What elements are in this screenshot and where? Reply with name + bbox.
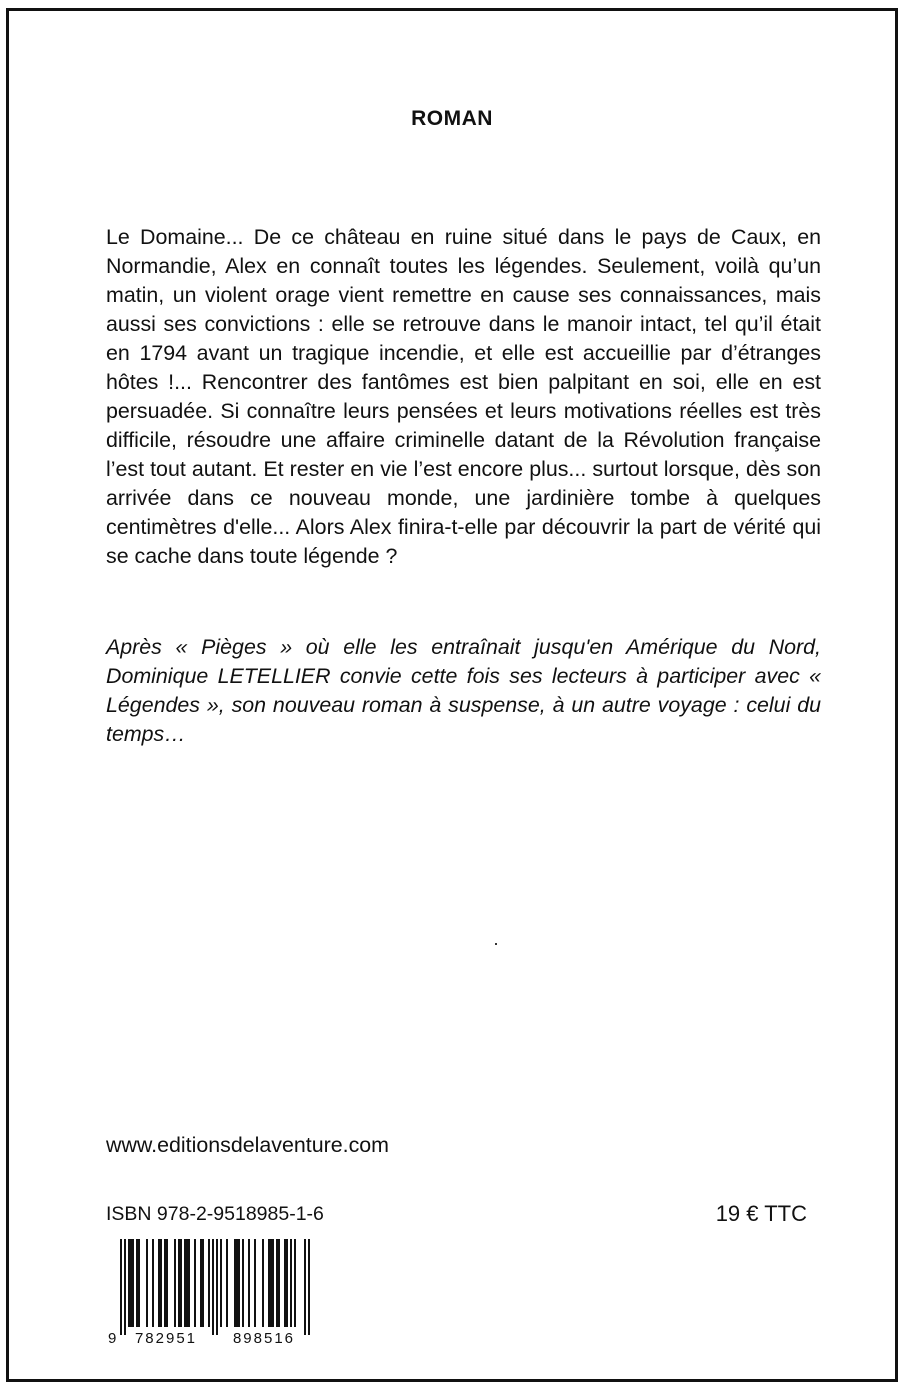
barcode-bar — [262, 1239, 264, 1327]
publisher-website: www.editionsdelaventure.com — [106, 1133, 389, 1157]
barcode-bar — [212, 1239, 214, 1335]
barcode-bar — [194, 1239, 196, 1327]
barcode-bar — [254, 1239, 256, 1327]
barcode-bar — [290, 1239, 292, 1327]
barcode-bar — [120, 1239, 122, 1335]
barcode-bar — [286, 1239, 288, 1327]
barcode-bar — [130, 1239, 132, 1327]
barcode-bar — [188, 1239, 190, 1327]
barcode-bar — [184, 1239, 186, 1327]
barcode-bar — [166, 1239, 168, 1327]
barcode-bar — [136, 1239, 138, 1327]
barcode-bar — [132, 1239, 134, 1327]
barcode-bar — [236, 1239, 238, 1327]
barcode-bar — [124, 1239, 126, 1335]
barcode-bar — [284, 1239, 286, 1327]
barcode-bar — [200, 1239, 202, 1327]
barcode-bar — [278, 1239, 280, 1327]
barcode-bar — [248, 1239, 250, 1327]
price-label: 19 € TTC — [715, 1201, 807, 1226]
barcode-lead-digit: 9 — [108, 1330, 117, 1347]
barcode-bar — [146, 1239, 148, 1327]
barcode-bar — [272, 1239, 274, 1327]
barcode-left-digits: 782951 — [134, 1330, 198, 1347]
barcode-bar — [268, 1239, 270, 1327]
barcode-bar — [160, 1239, 162, 1327]
barcode-bar — [128, 1239, 130, 1327]
barcode-bar — [152, 1239, 154, 1327]
barcode-bar — [158, 1239, 160, 1327]
barcode-bar — [164, 1239, 166, 1327]
barcode-bar — [216, 1239, 218, 1335]
barcode-bar — [180, 1239, 182, 1327]
barcode-bar — [234, 1239, 236, 1327]
isbn-number: ISBN 978-2-9518985-1-6 — [106, 1203, 324, 1225]
barcode-bar — [178, 1239, 180, 1327]
book-back-cover — [6, 8, 898, 1382]
barcode-right-digits: 898516 — [232, 1330, 296, 1347]
barcode-bar — [226, 1239, 228, 1327]
barcode-bar — [208, 1239, 210, 1327]
barcode-bar — [276, 1239, 278, 1327]
synopsis-paragraph: Le Domaine... De ce château en ruine situé dans le pays de Caux, en Normandie, Alex en connaît toutes les légendes. Seulement, voilà qu’un matin, un violent orage vient remettre en cause ses connaissances, mais aussi ses convictions : elle se retrouve dans le manoir intact, tel qu’il était en 1794 avant un tragique incendie, et elle est accueillie par d’étranges hôtes !... Rencontrer des fantômes est bien palpitant en soi, elle en est persuadée. Si connaître leurs pensées et leurs motivations réelles est très difficile, résoudre une affaire criminelle datant de la Révolution française l’est tout autant. Et rester en vie l’est encore plus... surtout lorsque, dès son arrivée dans ce nouveau monde, une jardinière tombe à quelques centimètres d'elle... Alors Alex finira-t-elle par découvrir la part de vérité qui se cache dans toute légende ? — [106, 225, 821, 568]
barcode-bar — [138, 1239, 140, 1327]
barcode-graphic — [106, 1237, 321, 1349]
barcode-bar — [270, 1239, 272, 1327]
barcode-bar — [308, 1239, 310, 1335]
barcode-bar — [242, 1239, 244, 1327]
isbn-barcode — [106, 1237, 321, 1349]
genre-heading: ROMAN — [411, 107, 493, 130]
barcode-bar — [238, 1239, 240, 1327]
barcode-bar — [202, 1239, 204, 1327]
author-note-paragraph: Après « Pièges » où elle les entraînait jusqu'en Amérique du Nord, Dominique LETELLIER convie cette fois ses lecteurs à participer avec « Légendes », son nouveau roman à suspense, à un autre voyage : celui du temps… — [106, 635, 821, 746]
barcode-bar — [220, 1239, 222, 1327]
barcode-bar — [174, 1239, 176, 1327]
barcode-bar — [186, 1239, 188, 1327]
stray-dot — [495, 943, 497, 945]
barcode-bar — [304, 1239, 306, 1335]
barcode-bar — [294, 1239, 296, 1327]
